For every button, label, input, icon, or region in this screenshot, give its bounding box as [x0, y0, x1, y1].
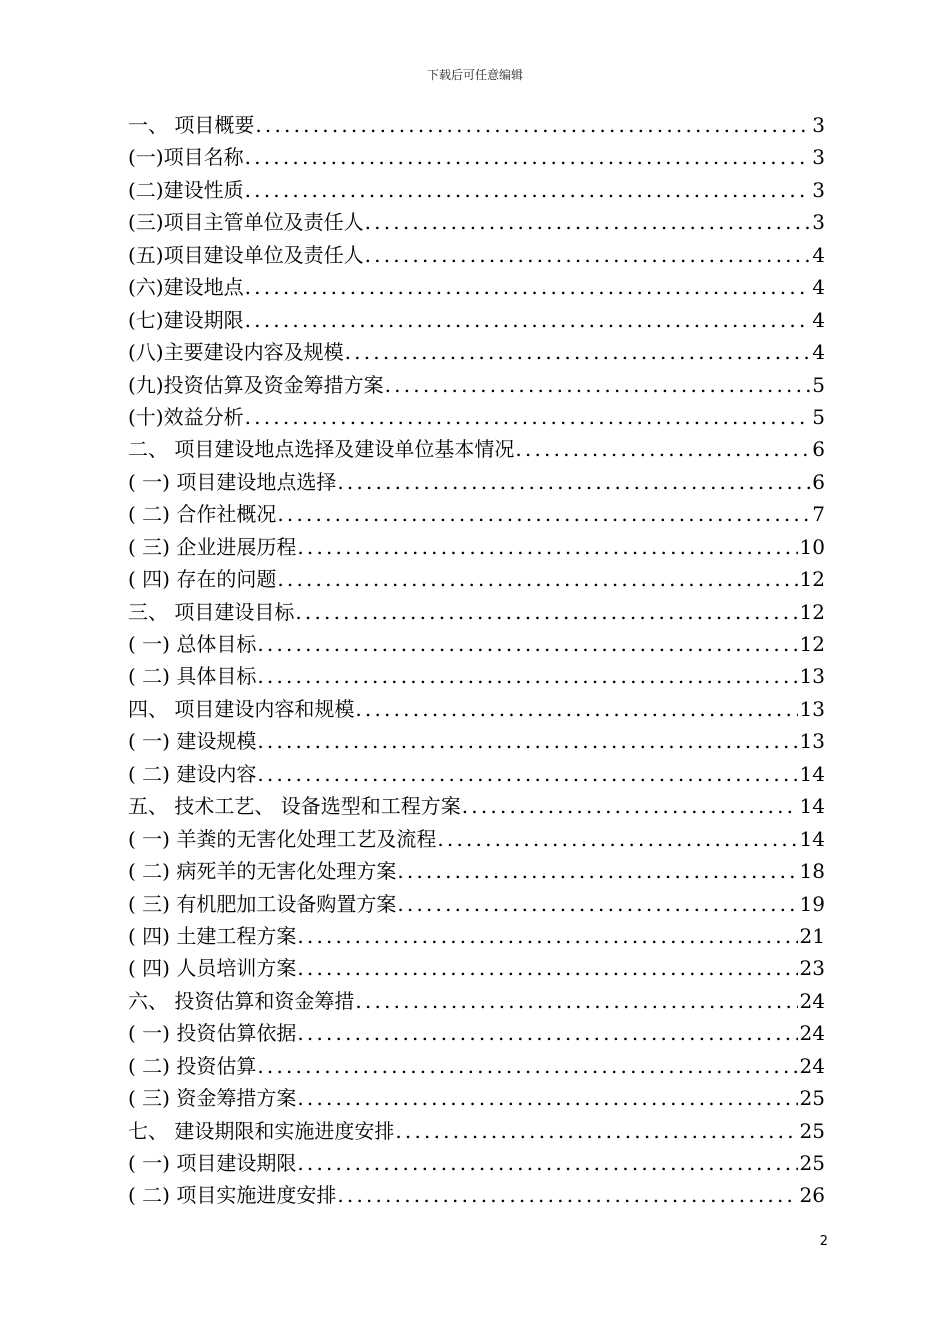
toc-entry[interactable] [128, 628, 825, 660]
toc-dot-leader [245, 271, 811, 303]
toc-entry-page: 13 [799, 729, 825, 754]
toc-dot-leader [277, 498, 810, 530]
toc-entry-label: 五、 技术工艺、 设备选型和工程方案 [128, 794, 461, 819]
toc-entry-label: ( 四) 人员培训方案 [128, 956, 297, 981]
toc-entry-label: ( 二) 具体目标 [128, 664, 257, 689]
toc-entry[interactable] [128, 1115, 825, 1147]
toc-entry-page: 24 [799, 988, 825, 1013]
toc-entry-page: 4 [812, 307, 825, 332]
toc-entry-page: 4 [812, 275, 825, 300]
toc-entry-label: 七、 建设期限和实施进度安排 [128, 1118, 395, 1143]
toc-entry-label: ( 三) 资金筹措方案 [128, 1086, 297, 1111]
toc-entry-label: (三)项目主管单位及责任人 [128, 210, 364, 235]
toc-entry-page: 25 [799, 1086, 825, 1111]
toc-entry[interactable] [128, 920, 825, 952]
toc-dot-leader [297, 920, 797, 952]
toc-entry-page: 13 [799, 664, 825, 689]
toc-dot-leader [337, 1179, 797, 1211]
toc-dot-leader [355, 693, 797, 725]
toc-dot-leader [297, 1017, 797, 1049]
toc-entry[interactable] [128, 141, 825, 173]
toc-entry[interactable] [128, 1147, 825, 1179]
toc-entry-page: 24 [799, 1021, 825, 1046]
toc-entry-page: 6 [812, 469, 825, 494]
toc-entry-label: (八)主要建设内容及规模 [128, 340, 344, 365]
toc-entry[interactable] [128, 1017, 825, 1049]
toc-entry[interactable] [128, 369, 825, 401]
toc-entry-page: 25 [799, 1151, 825, 1175]
toc-dot-leader [277, 563, 797, 595]
toc-entry[interactable] [128, 985, 825, 1017]
toc-entry-label: (五)项目建设单位及责任人 [128, 242, 364, 267]
toc-entry-label: 四、 项目建设内容和规模 [128, 696, 355, 721]
toc-entry-label: ( 三) 企业进展历程 [128, 534, 297, 559]
toc-entry[interactable] [128, 596, 825, 628]
toc-entry-label: ( 四) 存在的问题 [128, 567, 277, 592]
toc-dot-leader [462, 790, 798, 822]
toc-entry-label: ( 一) 投资估算依据 [128, 1021, 297, 1046]
toc-dot-leader [345, 336, 811, 368]
toc-dot-leader [295, 596, 797, 628]
toc-dot-leader [515, 433, 810, 465]
toc-entry-page: 23 [799, 956, 825, 981]
toc-entry-label: ( 一) 羊粪的无害化处理工艺及流程 [128, 826, 437, 851]
toc-dot-leader [257, 725, 797, 757]
toc-dot-leader [437, 823, 797, 855]
toc-entry-label: ( 二) 病死羊的无害化处理方案 [128, 859, 397, 884]
toc-entry[interactable] [128, 336, 825, 368]
toc-entry-label: (七)建设期限 [128, 307, 244, 332]
toc-entry-page: 12 [799, 567, 825, 592]
toc-entry-label: ( 一) 建设规模 [128, 729, 257, 754]
toc-entry-page: 19 [799, 891, 825, 916]
toc-dot-leader [245, 141, 811, 173]
toc-entry[interactable] [128, 498, 825, 530]
toc-entry-label: 一、 项目概要 [128, 113, 255, 137]
toc-entry-page: 18 [799, 859, 825, 884]
toc-entry-page: 10 [799, 534, 825, 559]
toc-entry-label: ( 二) 投资估算 [128, 1053, 257, 1078]
toc-entry[interactable] [128, 206, 825, 238]
toc-entry[interactable] [128, 109, 825, 141]
toc-entry[interactable] [128, 823, 825, 855]
toc-entry[interactable] [128, 952, 825, 984]
toc-entry-page: 14 [799, 794, 825, 819]
toc-dot-leader [297, 952, 797, 984]
toc-entry[interactable] [128, 888, 825, 920]
toc-entry-page: 5 [812, 372, 825, 397]
toc-dot-leader [257, 628, 797, 660]
toc-dot-leader [297, 531, 797, 563]
toc-dot-leader [245, 401, 811, 433]
toc-entry-page: 4 [812, 242, 825, 267]
toc-entry-page: 4 [812, 340, 825, 365]
toc-dot-leader [245, 304, 811, 336]
toc-entry-page: 12 [799, 599, 825, 624]
toc-entry-label: 二、 项目建设地点选择及建设单位基本情况 [128, 437, 515, 462]
toc-entry[interactable] [128, 304, 825, 336]
toc-dot-leader [245, 174, 811, 206]
toc-dot-leader [257, 660, 797, 692]
toc-dot-leader [365, 206, 811, 238]
toc-entry[interactable] [128, 531, 825, 563]
toc-entry[interactable] [128, 758, 825, 790]
toc-entry[interactable] [128, 563, 825, 595]
toc-entry-page: 5 [812, 404, 825, 429]
toc-entry-label: (九)投资估算及资金筹措方案 [128, 372, 384, 397]
page-header: 下载后可任意编辑 [426, 68, 523, 82]
toc-entry-label: (六)建设地点 [128, 275, 244, 300]
toc-dot-leader [355, 985, 797, 1017]
toc-entry[interactable] [128, 401, 825, 433]
toc-entry-page: 12 [799, 632, 825, 656]
toc-dot-leader [337, 466, 810, 498]
toc-entry-label: ( 二) 建设内容 [128, 761, 257, 786]
toc-entry-page: 25 [799, 1118, 825, 1143]
toc-entry-label: ( 二) 合作社概况 [128, 502, 277, 527]
toc-entry-page: 24 [799, 1053, 825, 1078]
toc-entry-page: 7 [812, 502, 825, 527]
page-number: 2 [819, 1234, 828, 1249]
toc-entry[interactable] [128, 271, 825, 303]
toc-entry-label: 三、 项目建设目标 [128, 599, 295, 624]
toc-dot-leader [397, 888, 797, 920]
toc-entry-label: ( 二) 项目实施进度安排 [128, 1183, 337, 1208]
toc-dot-leader [395, 1115, 797, 1147]
toc-entry-page: 14 [799, 826, 825, 851]
toc-entry-page: 6 [812, 437, 825, 462]
toc-entry[interactable] [128, 1082, 825, 1114]
toc-dot-leader [365, 239, 811, 271]
toc-entry[interactable] [128, 1050, 825, 1082]
toc-entry[interactable] [128, 855, 825, 887]
toc-dot-leader [297, 1082, 797, 1114]
toc-entry-label: (十)效益分析 [128, 404, 244, 429]
toc-entry-label: ( 一) 项目建设期限 [128, 1151, 297, 1175]
toc-dot-leader [257, 1050, 797, 1082]
toc-entry-page: 14 [799, 761, 825, 786]
toc-entry-page: 26 [799, 1183, 825, 1208]
toc-entry-label: (一)项目名称 [128, 145, 244, 170]
toc-entry[interactable] [128, 1179, 825, 1211]
toc-entry[interactable] [128, 660, 825, 692]
toc-entry-page: 3 [812, 210, 825, 235]
toc-entry-page: 21 [799, 923, 825, 948]
toc-entry-page: 3 [812, 145, 825, 170]
toc-entry[interactable] [128, 725, 825, 757]
toc-entry[interactable] [128, 466, 825, 498]
toc-entry[interactable] [128, 693, 825, 725]
toc-entry[interactable] [128, 239, 825, 271]
toc-entry[interactable] [128, 174, 825, 206]
toc-entry-label: ( 一) 总体目标 [128, 632, 257, 656]
toc-entry-label: (二)建设性质 [128, 177, 244, 202]
toc-entry-label: 六、 投资估算和资金筹措 [128, 988, 355, 1013]
toc-dot-leader [385, 369, 811, 401]
toc-entry-page: 3 [812, 177, 825, 202]
toc-dot-leader [397, 855, 797, 887]
toc-entry[interactable] [128, 433, 825, 465]
toc-entry-label: ( 三) 有机肥加工设备购置方案 [128, 891, 397, 916]
toc-dot-leader [255, 109, 810, 141]
toc-dot-leader [297, 1147, 797, 1179]
toc-dot-leader [257, 758, 797, 790]
toc-entry-label: ( 四) 土建工程方案 [128, 923, 297, 948]
toc-entry-page: 3 [812, 113, 825, 137]
toc-entry-page: 13 [799, 696, 825, 721]
toc-entry-label: ( 一) 项目建设地点选择 [128, 469, 337, 494]
table-of-contents [128, 109, 825, 1212]
toc-entry[interactable] [128, 790, 825, 822]
